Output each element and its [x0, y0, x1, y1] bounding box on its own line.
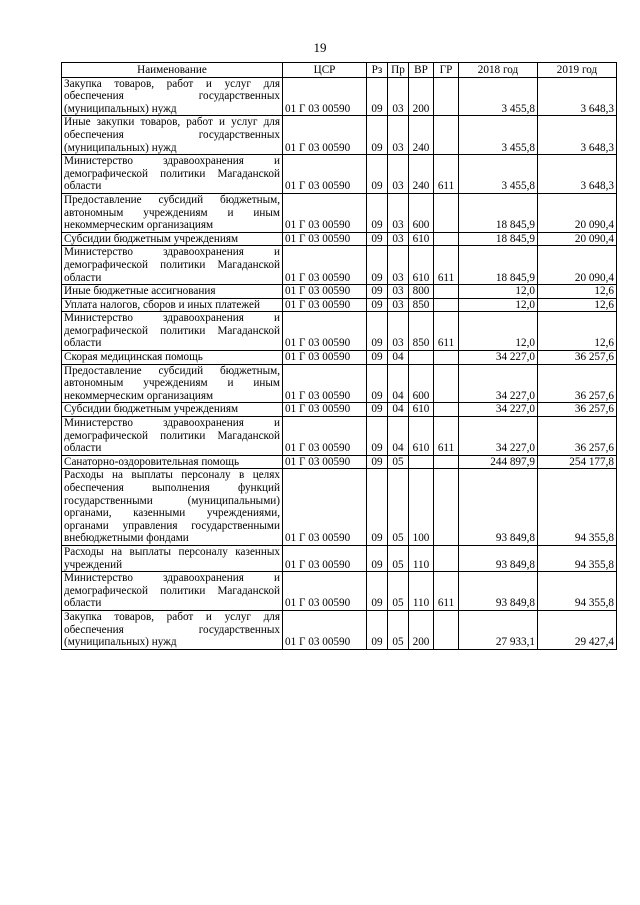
- row-rz-cell: 09: [367, 403, 388, 417]
- row-vr-cell: 600: [409, 364, 434, 403]
- row-2019-cell: 254 177,8: [538, 455, 617, 469]
- row-gr-cell: 611: [434, 312, 459, 351]
- row-vr-cell: 240: [409, 155, 434, 194]
- row-gr-cell: 611: [434, 417, 459, 456]
- row-vr-cell: 240: [409, 116, 434, 155]
- header-rz: Рз: [367, 63, 388, 78]
- row-name-cell: Расходы на выплаты персоналу казенных учреждений: [62, 545, 283, 571]
- row-vr-cell: 200: [409, 610, 434, 649]
- row-2018-cell: 93 849,8: [459, 572, 538, 611]
- row-rz-cell: 09: [367, 455, 388, 469]
- row-name-cell: Министерство здравоохранения и демографической политики Магаданской области: [62, 572, 283, 611]
- row-csr-cell: 01 Г 03 00590: [283, 403, 367, 417]
- row-vr-cell: 850: [409, 298, 434, 312]
- row-gr-cell: 611: [434, 572, 459, 611]
- row-csr-cell: 01 Г 03 00590: [283, 455, 367, 469]
- row-rz-cell: 09: [367, 545, 388, 571]
- row-gr-cell: [434, 364, 459, 403]
- row-gr-cell: [434, 351, 459, 365]
- row-2018-cell: 18 845,9: [459, 232, 538, 246]
- row-pr-cell: 03: [388, 246, 409, 285]
- row-2018-cell: 12,0: [459, 285, 538, 299]
- row-gr-cell: [434, 403, 459, 417]
- row-vr-cell: 110: [409, 572, 434, 611]
- row-gr-cell: [434, 193, 459, 232]
- row-2019-cell: 3 648,3: [538, 155, 617, 194]
- row-2019-cell: 36 257,6: [538, 403, 617, 417]
- row-2019-cell: 94 355,8: [538, 545, 617, 571]
- row-2019-cell: 29 427,4: [538, 610, 617, 649]
- row-name-cell: Уплата налогов, сборов и иных платежей: [62, 298, 283, 312]
- row-csr-cell: 01 Г 03 00590: [283, 417, 367, 456]
- row-rz-cell: 09: [367, 417, 388, 456]
- row-2018-cell: 12,0: [459, 298, 538, 312]
- table-row: [62, 455, 617, 469]
- row-2018-cell: 34 227,0: [459, 351, 538, 365]
- row-gr-cell: 611: [434, 155, 459, 194]
- row-vr-cell: 800: [409, 285, 434, 299]
- row-pr-cell: 03: [388, 285, 409, 299]
- row-gr-cell: [434, 545, 459, 571]
- row-csr-cell: 01 Г 03 00590: [283, 246, 367, 285]
- row-2019-cell: 20 090,4: [538, 246, 617, 285]
- row-2018-cell: 27 933,1: [459, 610, 538, 649]
- header-row: [62, 63, 617, 78]
- row-pr-cell: 04: [388, 403, 409, 417]
- row-pr-cell: 03: [388, 77, 409, 116]
- row-rz-cell: 09: [367, 572, 388, 611]
- table-row: [62, 364, 617, 403]
- row-2018-cell: 18 845,9: [459, 246, 538, 285]
- row-2018-cell: 93 849,8: [459, 469, 538, 546]
- row-2018-cell: 93 849,8: [459, 545, 538, 571]
- row-2019-cell: 20 090,4: [538, 232, 617, 246]
- row-rz-cell: 09: [367, 77, 388, 116]
- row-rz-cell: 09: [367, 246, 388, 285]
- row-pr-cell: 04: [388, 351, 409, 365]
- row-pr-cell: 05: [388, 545, 409, 571]
- row-vr-cell: 110: [409, 545, 434, 571]
- row-name-cell: Министерство здравоохранения и демографической политики Магаданской области: [62, 155, 283, 194]
- row-vr-cell: 850: [409, 312, 434, 351]
- table-row: [62, 417, 617, 456]
- table-row: [62, 351, 617, 365]
- row-rz-cell: 09: [367, 232, 388, 246]
- header-2018: 2018 год: [459, 63, 538, 78]
- row-rz-cell: 09: [367, 469, 388, 546]
- row-gr-cell: [434, 455, 459, 469]
- row-pr-cell: 03: [388, 193, 409, 232]
- row-gr-cell: 611: [434, 246, 459, 285]
- row-2018-cell: 3 455,8: [459, 77, 538, 116]
- row-csr-cell: 01 Г 03 00590: [283, 285, 367, 299]
- row-vr-cell: 610: [409, 232, 434, 246]
- row-name-cell: Расходы на выплаты персоналу в целях обеспечения выполнения функций государственными (муниципальными) органами, казенными учреждениями, органами управления государственными внебюджетными фондами: [62, 469, 283, 546]
- row-2018-cell: 12,0: [459, 312, 538, 351]
- row-rz-cell: 09: [367, 351, 388, 365]
- row-pr-cell: 03: [388, 232, 409, 246]
- row-2018-cell: 244 897,9: [459, 455, 538, 469]
- row-vr-cell: 610: [409, 403, 434, 417]
- header-name: Наименование: [62, 63, 283, 78]
- row-csr-cell: 01 Г 03 00590: [283, 77, 367, 116]
- row-2019-cell: 12,6: [538, 298, 617, 312]
- row-pr-cell: 04: [388, 417, 409, 456]
- row-name-cell: Закупка товаров, работ и услуг для обеспечения государственных (муниципальных) нужд: [62, 610, 283, 649]
- table-row: [62, 246, 617, 285]
- row-2018-cell: 34 227,0: [459, 403, 538, 417]
- table-row: [62, 193, 617, 232]
- row-pr-cell: 05: [388, 455, 409, 469]
- row-rz-cell: 09: [367, 155, 388, 194]
- header-2019: 2019 год: [538, 63, 617, 78]
- row-rz-cell: 09: [367, 285, 388, 299]
- row-gr-cell: [434, 469, 459, 546]
- table-row: [62, 285, 617, 299]
- row-name-cell: Иные закупки товаров, работ и услуг для обеспечения государственных (муниципальных) нужд: [62, 116, 283, 155]
- row-rz-cell: 09: [367, 193, 388, 232]
- table-row: [62, 116, 617, 155]
- table-row: [62, 403, 617, 417]
- row-rz-cell: 09: [367, 298, 388, 312]
- row-csr-cell: 01 Г 03 00590: [283, 155, 367, 194]
- row-csr-cell: 01 Г 03 00590: [283, 116, 367, 155]
- row-gr-cell: [434, 116, 459, 155]
- table-row: [62, 232, 617, 246]
- row-vr-cell: [409, 455, 434, 469]
- row-name-cell: Министерство здравоохранения и демографической политики Магаданской области: [62, 312, 283, 351]
- row-csr-cell: 01 Г 03 00590: [283, 545, 367, 571]
- row-2018-cell: 3 455,8: [459, 116, 538, 155]
- row-name-cell: Субсидии бюджетным учреждениям: [62, 232, 283, 246]
- row-vr-cell: 200: [409, 77, 434, 116]
- row-name-cell: Скорая медицинская помощь: [62, 351, 283, 365]
- row-2019-cell: 36 257,6: [538, 351, 617, 365]
- page-number: 19: [313, 40, 327, 55]
- budget-table: [61, 62, 617, 650]
- row-2019-cell: 36 257,6: [538, 417, 617, 456]
- row-2019-cell: 94 355,8: [538, 572, 617, 611]
- row-gr-cell: [434, 298, 459, 312]
- row-pr-cell: 05: [388, 469, 409, 546]
- row-gr-cell: [434, 610, 459, 649]
- header-vr: ВР: [409, 63, 434, 78]
- row-2019-cell: 36 257,6: [538, 364, 617, 403]
- table-row: [62, 155, 617, 194]
- row-2019-cell: 20 090,4: [538, 193, 617, 232]
- row-2019-cell: 12,6: [538, 312, 617, 351]
- row-csr-cell: 01 Г 03 00590: [283, 469, 367, 546]
- row-2018-cell: 34 227,0: [459, 417, 538, 456]
- row-csr-cell: 01 Г 03 00590: [283, 364, 367, 403]
- row-2019-cell: 3 648,3: [538, 77, 617, 116]
- row-gr-cell: [434, 232, 459, 246]
- row-rz-cell: 09: [367, 364, 388, 403]
- row-csr-cell: 01 Г 03 00590: [283, 232, 367, 246]
- row-2018-cell: 3 455,8: [459, 155, 538, 194]
- table-row: [62, 77, 617, 116]
- table-row: [62, 545, 617, 571]
- row-name-cell: Иные бюджетные ассигнования: [62, 285, 283, 299]
- row-name-cell: Предоставление субсидий бюджетным, автономным учреждениям и иным некоммерческим организациям: [62, 193, 283, 232]
- row-vr-cell: 610: [409, 417, 434, 456]
- row-name-cell: Министерство здравоохранения и демографической политики Магаданской области: [62, 246, 283, 285]
- row-name-cell: Закупка товаров, работ и услуг для обеспечения государственных (муниципальных) нужд: [62, 77, 283, 116]
- row-pr-cell: 04: [388, 364, 409, 403]
- row-rz-cell: 09: [367, 116, 388, 155]
- row-csr-cell: 01 Г 03 00590: [283, 193, 367, 232]
- row-2018-cell: 18 845,9: [459, 193, 538, 232]
- row-vr-cell: 100: [409, 469, 434, 546]
- row-rz-cell: 09: [367, 610, 388, 649]
- row-pr-cell: 03: [388, 312, 409, 351]
- header-pr: Пр: [388, 63, 409, 78]
- table-row: [62, 572, 617, 611]
- row-csr-cell: 01 Г 03 00590: [283, 351, 367, 365]
- row-gr-cell: [434, 77, 459, 116]
- header-gr: ГР: [434, 63, 459, 78]
- row-pr-cell: 05: [388, 572, 409, 611]
- table-row: [62, 469, 617, 546]
- row-2018-cell: 34 227,0: [459, 364, 538, 403]
- row-pr-cell: 03: [388, 298, 409, 312]
- row-csr-cell: 01 Г 03 00590: [283, 572, 367, 611]
- row-gr-cell: [434, 285, 459, 299]
- row-name-cell: Предоставление субсидий бюджетным, автономным учреждениям и иным некоммерческим организациям: [62, 364, 283, 403]
- row-vr-cell: 600: [409, 193, 434, 232]
- header-csr: ЦСР: [283, 63, 367, 78]
- row-2019-cell: 94 355,8: [538, 469, 617, 546]
- row-name-cell: Субсидии бюджетным учреждениям: [62, 403, 283, 417]
- row-rz-cell: 09: [367, 312, 388, 351]
- row-pr-cell: 03: [388, 155, 409, 194]
- row-csr-cell: 01 Г 03 00590: [283, 610, 367, 649]
- row-2019-cell: 12,6: [538, 285, 617, 299]
- row-name-cell: Санаторно-оздоровительная помощь: [62, 455, 283, 469]
- table-row: [62, 298, 617, 312]
- row-pr-cell: 03: [388, 116, 409, 155]
- table-row: [62, 610, 617, 649]
- row-name-cell: Министерство здравоохранения и демографической политики Магаданской области: [62, 417, 283, 456]
- row-vr-cell: [409, 351, 434, 365]
- row-vr-cell: 610: [409, 246, 434, 285]
- row-csr-cell: 01 Г 03 00590: [283, 312, 367, 351]
- row-pr-cell: 05: [388, 610, 409, 649]
- row-csr-cell: 01 Г 03 00590: [283, 298, 367, 312]
- row-2019-cell: 3 648,3: [538, 116, 617, 155]
- table-row: [62, 312, 617, 351]
